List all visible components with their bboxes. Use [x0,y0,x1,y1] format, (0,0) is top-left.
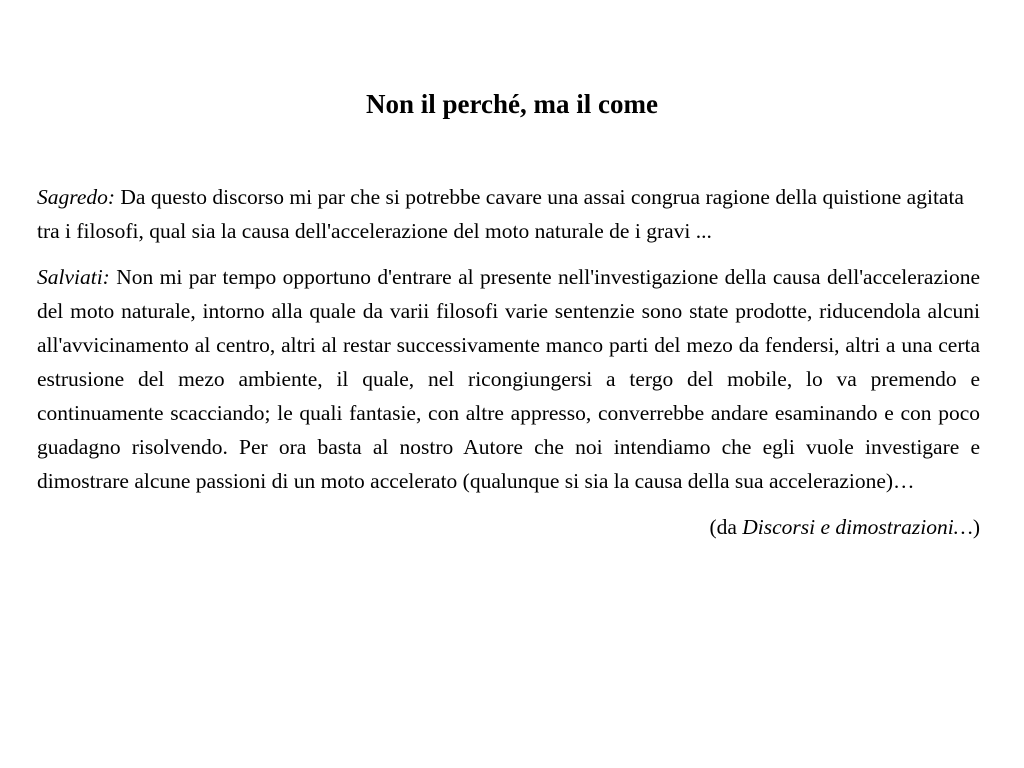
dialogue-body [37,180,980,544]
source-citation [37,510,980,544]
paragraph-text-salviati: Non mi par tempo opportuno d'entrare al presente nell'investigazione della causa dell'accelerazione del moto naturale, intorno alla quale da varii filosofi varie sentenzie sono state prodotte, riducendola alcuni all'avvicinamento al centro, altri al restar successivamente manco parti del mezo da fendersi, altri a una certa estrusione del mezo ambiente, il quale, nel ricongiungersi a tergo del mobile, lo va premendo e continuamente scacciando; le quali fantasie, con altre appresso, converrebbe andare esaminando e con poco guadagno risolvendo. Per ora basta al nostro Autore che noi intendiamo che egli vuole investigare e dimostrare alcune passioni di un moto accelerato (qualunque si sia la causa della sua accelerazione)… [37,265,981,493]
source-work-title: Discorsi e dimostrazioni… [742,515,973,539]
speaker-salviati: Salviati: [37,265,110,289]
slide-title: Non il perché, ma il come [366,89,658,119]
speaker-sagredo: Sagredo: [37,185,116,209]
paragraph-sagredo [37,180,980,248]
paragraph-salviati [37,260,980,498]
paragraph-text-sagredo: Da questo discorso mi par che si potrebbe cavare una assai congrua ragione della quistione agitata tra i filosofi, qual sia la causa dell'accelerazione del moto naturale de i gravi ... [37,185,964,243]
source-suffix: ) [972,515,980,539]
source-prefix: (da [709,515,743,539]
